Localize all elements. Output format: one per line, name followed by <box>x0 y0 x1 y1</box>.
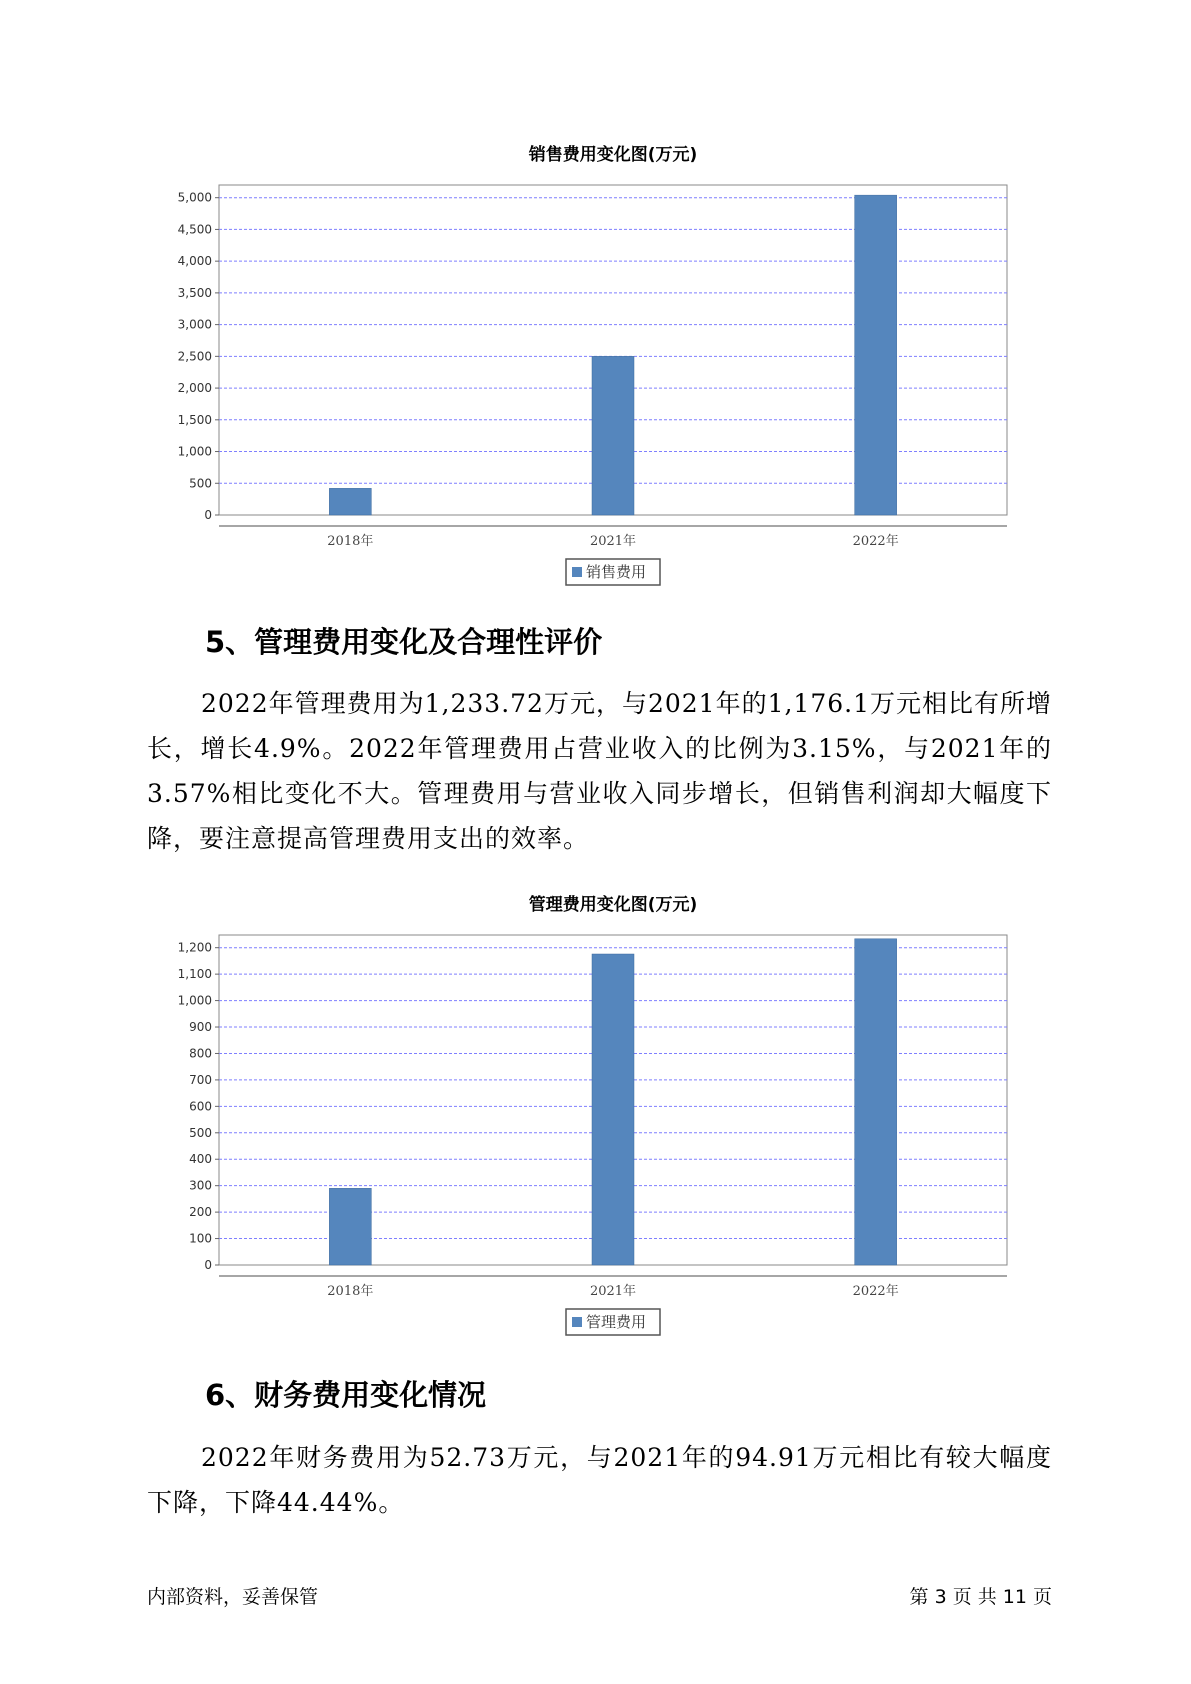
y-tick-label: 300 <box>189 1178 212 1193</box>
x-tick-label: 2021年 <box>589 1284 637 1299</box>
x-tick-label: 2018年 <box>327 534 374 549</box>
y-tick-label: 2,500 <box>177 349 212 364</box>
bar <box>592 356 634 515</box>
y-tick-label: 200 <box>189 1205 212 1220</box>
legend-swatch <box>572 567 582 577</box>
y-tick-label: 0 <box>204 1258 212 1272</box>
legend-label: 销售费用 <box>586 563 647 581</box>
bar <box>592 954 634 1265</box>
section-6-paragraph: 2022年财务费用为52.73万元，与2021年的94.91万元相比有较大幅度下降，下降44.44%。 <box>147 1443 1052 1517</box>
y-tick-label: 800 <box>189 1046 212 1061</box>
chart-title: 管理费用变化图(万元) <box>528 895 698 915</box>
x-tick-label: 2018年 <box>327 1284 374 1299</box>
y-tick-label: 0 <box>204 508 212 522</box>
bar <box>329 488 371 515</box>
section-5-paragraph: 2022年管理费用为1,233.72万元，与2021年的1,176.1万元相比有所增长，增长4.9%。2022年管理费用占营业收入的比例为3.15%，与2021年的3.57%相比变化不大。管理费用与营业收入同步增长，但销售利润却大幅度下降，要注意提高管理费用支出的效率。 <box>147 689 1052 853</box>
admin-expense-chart <box>0 885 1191 1345</box>
y-tick-label: 500 <box>189 1125 212 1140</box>
admin-expense-chart-svg <box>0 885 1191 1345</box>
y-tick-label: 100 <box>189 1231 212 1246</box>
y-tick-label: 1,100 <box>177 967 212 982</box>
y-tick-label: 700 <box>189 1072 212 1087</box>
sales-expense-chart <box>0 135 1191 595</box>
chart-title: 销售费用变化图(万元) <box>528 145 698 165</box>
sales-expense-chart-svg <box>0 135 1191 595</box>
y-tick-label: 400 <box>189 1152 212 1167</box>
y-tick-label: 5,000 <box>177 190 212 205</box>
bar <box>855 939 897 1265</box>
x-tick-label: 2021年 <box>589 534 637 549</box>
y-tick-label: 1,200 <box>177 940 212 955</box>
x-tick-label: 2022年 <box>852 1284 899 1299</box>
y-tick-label: 1,000 <box>177 444 212 459</box>
x-tick-label: 2022年 <box>852 534 899 549</box>
y-tick-label: 4,500 <box>177 222 212 237</box>
y-tick-label: 3,500 <box>177 285 212 300</box>
bar <box>855 195 897 515</box>
y-tick-label: 4,000 <box>177 254 212 269</box>
y-tick-label: 1,500 <box>177 412 212 427</box>
y-tick-label: 600 <box>189 1099 212 1114</box>
y-tick-label: 1,000 <box>177 993 212 1008</box>
section-5-heading: 5、管理费用变化及合理性评价 <box>205 625 603 659</box>
y-tick-label: 500 <box>189 476 212 491</box>
y-tick-label: 2,000 <box>177 381 212 396</box>
legend-label: 管理费用 <box>586 1313 647 1331</box>
footer-confidential-note: 内部资料，妥善保管 <box>147 1586 319 1608</box>
bar <box>329 1188 371 1265</box>
y-tick-label: 900 <box>189 1020 212 1035</box>
section-6-heading: 6、财务费用变化情况 <box>205 1378 487 1412</box>
y-tick-label: 3,000 <box>177 317 212 332</box>
legend-swatch <box>572 1317 582 1327</box>
footer-page-number: 第 3 页 共 11 页 <box>909 1586 1052 1608</box>
